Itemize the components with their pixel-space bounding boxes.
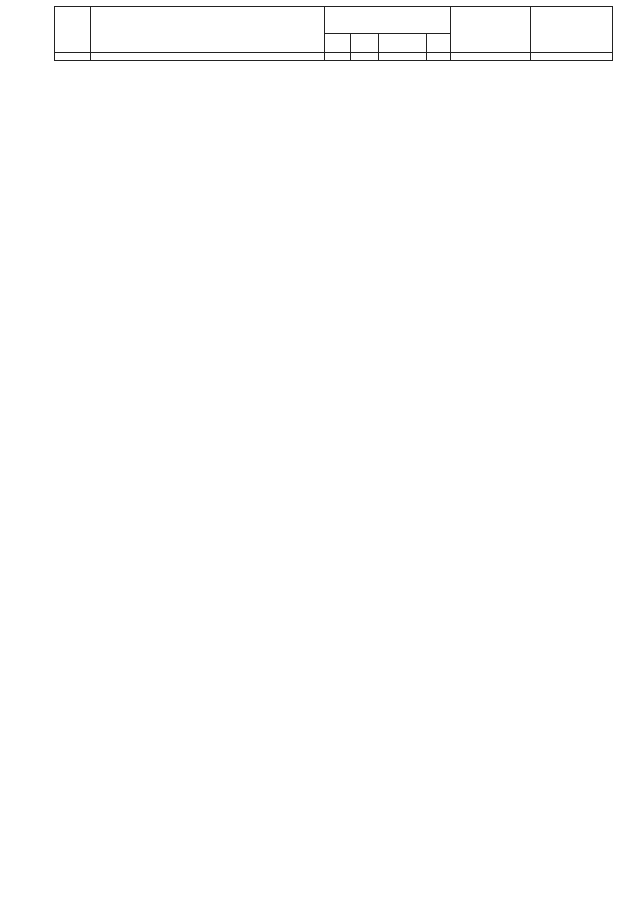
- column-index: [531, 53, 613, 61]
- column-header-codes-group: [325, 7, 451, 34]
- column-header-article: [379, 34, 427, 53]
- column-index: [451, 53, 531, 61]
- column-index: [351, 53, 379, 61]
- budget-table: [54, 6, 613, 61]
- column-index: [427, 53, 451, 61]
- header-row-top: [55, 7, 613, 34]
- column-index: [325, 53, 351, 61]
- column-header-amount-2021: [531, 7, 613, 53]
- column-index-row: [55, 53, 613, 61]
- column-header-section: [351, 34, 379, 53]
- column-header-number: [55, 7, 91, 53]
- column-header-grbs: [325, 34, 351, 53]
- column-header-name: [91, 7, 325, 53]
- column-header-amount-2020: [451, 7, 531, 53]
- column-header-expense-type: [427, 34, 451, 53]
- column-index: [379, 53, 427, 61]
- column-index: [55, 53, 91, 61]
- column-index: [91, 53, 325, 61]
- budget-table-page: [54, 6, 612, 61]
